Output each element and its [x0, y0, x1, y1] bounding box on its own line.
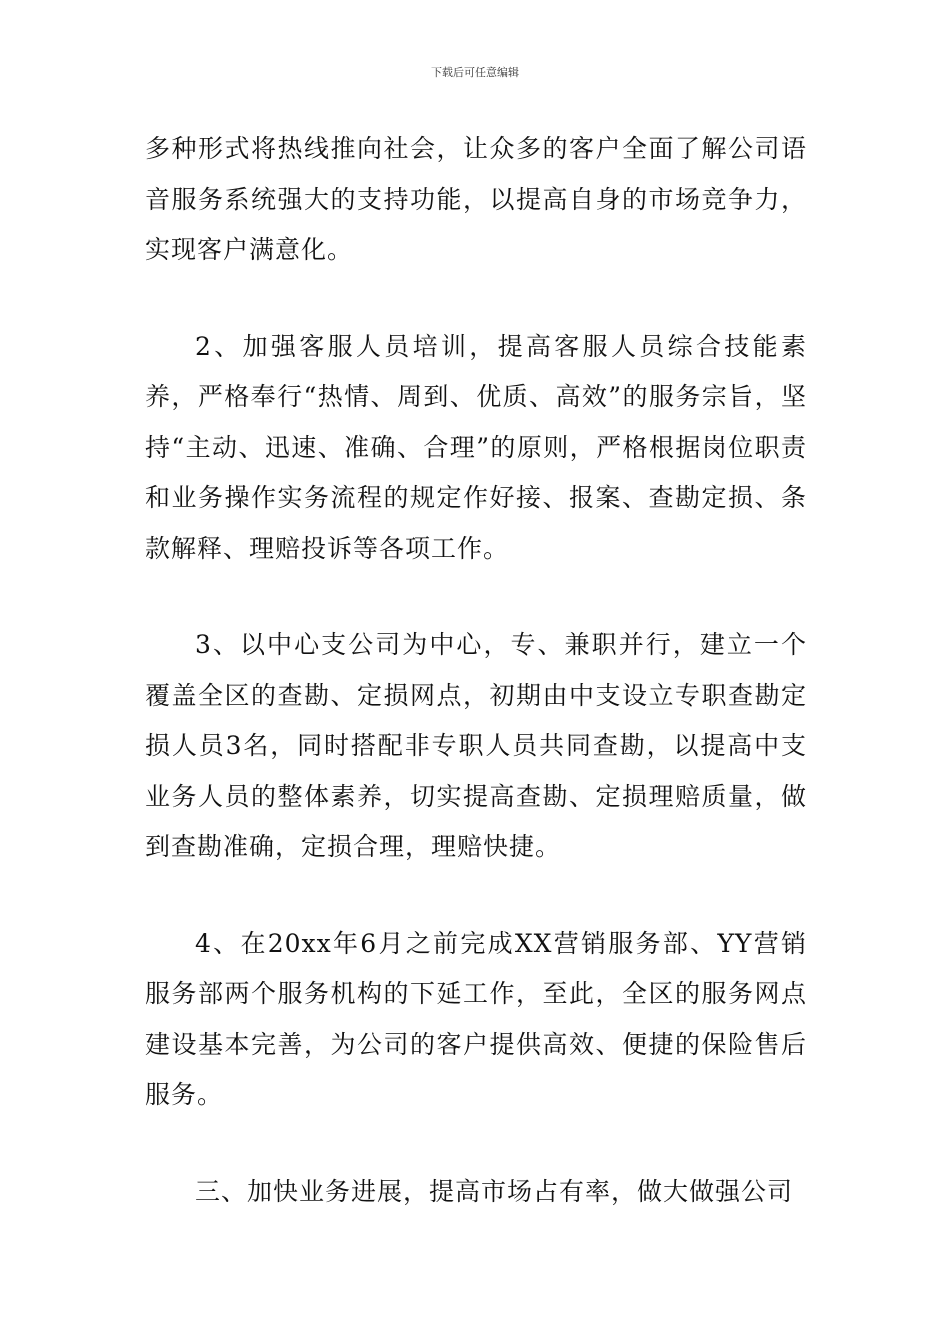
document-body: [145, 124, 807, 1217]
section-heading-3: 三、加快业务进展，提高市场占有率，做大做强公司: [195, 1176, 794, 1206]
paragraph-item-4: 4、在20xx年6月之前完成XX营销服务部、YY营销服务部两个服务机构的下延工作，至此，全区的服务网点建设基本完善，为公司的客户提供高效、便捷的保险售后服务。: [145, 928, 807, 1109]
paragraph-item-3: 3、以中心支公司为中心，专、兼职并行，建立一个覆盖全区的查勘、定损网点，初期由中支设立专职查勘定损人员3名，同时搭配非专职人员共同查勘，以提高中支业务人员的整体素养，切实提高查勘、定损理赔质量，做到查勘准确，定损合理，理赔快捷。: [145, 630, 807, 861]
paragraph-item-2: 2、加强客服人员培训，提高客服人员综合技能素养，严格奉行“热情、周到、优质、高效”的服务宗旨，坚持“主动、迅速、准确、合理”的原则，严格根据岗位职责和业务操作实务流程的规定作好接、报案、查勘定损、条款解释、理赔投诉等各项工作。: [145, 331, 807, 563]
page-header: 下载后可任意编辑: [431, 66, 519, 79]
paragraph-continuation: 多种形式将热线推向社会，让众多的客户全面了解公司语音服务系统强大的支持功能，以提高自身的市场竞争力，实现客户满意化。: [145, 134, 807, 264]
